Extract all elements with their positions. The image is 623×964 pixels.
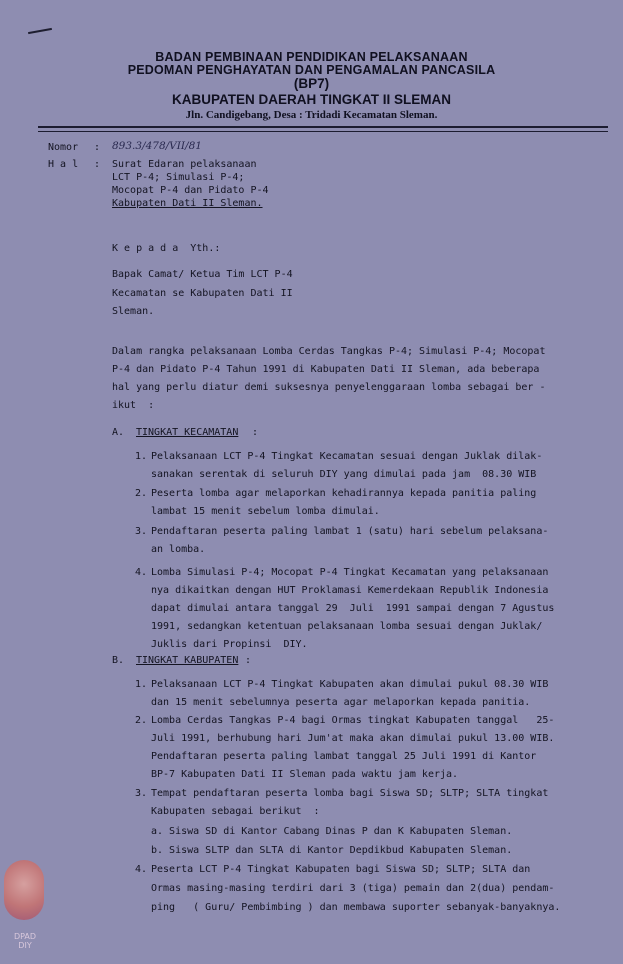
list-number: 2. bbox=[135, 715, 148, 726]
section-a-colon: : bbox=[252, 427, 259, 438]
list-item-line: ping ( Guru/ Pembimbing ) dan membawa suporter sebanyak-banyaknya. bbox=[151, 902, 561, 913]
hal-line: Kabupaten Dati II Sleman. bbox=[112, 198, 263, 209]
intro-line: Dalam rangka pelaksanaan Lomba Cerdas Tangkas P-4; Simulasi P-4; Mocopat bbox=[112, 346, 546, 357]
header-rule-thick bbox=[38, 126, 608, 128]
list-item-line: Lomba Simulasi P-4; Mocopat P-4 Tingkat Kecamatan yang pelaksanaan bbox=[151, 567, 549, 578]
list-number: 2. bbox=[135, 488, 148, 499]
nomor-value: 893.3/478/VII/81 bbox=[112, 140, 202, 152]
list-item-line: 1991, sedangkan ketentuan pelaksanaan lomba sesuai dengan Juklak/ bbox=[151, 621, 543, 632]
recipient-line: Kecamatan se Kabupaten Dati II bbox=[112, 288, 293, 299]
section-b-title: TINGKAT KABUPATEN bbox=[136, 655, 239, 666]
header-line-2: PEDOMAN PENGHAYATAN DAN PENGAMALAN PANCASILA bbox=[127, 63, 496, 77]
section-a-letter: A. bbox=[112, 427, 125, 438]
list-item-line: Lomba Cerdas Tangkas P-4 bagi Ormas tingkat Kabupaten tanggal 25- bbox=[151, 715, 555, 726]
list-item-line: Pendaftaran peserta paling lambat 1 (satu) hari sebelum pelaksana- bbox=[151, 526, 549, 537]
list-item-line: BP-7 Kabupaten Dati II Sleman pada waktu jam kerja. bbox=[151, 769, 459, 780]
nomor-sep: : bbox=[94, 142, 101, 153]
recipient-line: Bapak Camat/ Ketua Tim LCT P-4 bbox=[112, 269, 293, 280]
list-item-line: Peserta LCT P-4 Tingkat Kabupaten bagi Siswa SD; SLTP; SLTA dan bbox=[151, 864, 531, 875]
list-item-line: Pelaksanaan LCT P-4 Tingkat Kabupaten akan dimulai pukul 08.30 WIB bbox=[151, 679, 549, 690]
list-item-line: nya dikaitkan dengan HUT Proklamasi Kemerdekaan Republik Indonesia bbox=[151, 585, 549, 596]
watermark-line: DIY bbox=[18, 941, 32, 950]
list-item-line: Tempat pendaftaran peserta lomba bagi Siswa SD; SLTP; SLTA tingkat bbox=[151, 788, 549, 799]
section-b-colon: : bbox=[245, 655, 252, 666]
recipient-greeting: K e p a d a Yth.: bbox=[112, 243, 221, 254]
list-item-line: Juklis dari Propinsi DIY. bbox=[151, 639, 308, 650]
list-item-line: Pendaftaran peserta paling lambat tanggal 25 Juli 1991 di Kantor bbox=[151, 751, 537, 762]
section-a-title: TINGKAT KECAMATAN bbox=[136, 427, 239, 438]
header-rule-thin bbox=[38, 131, 608, 132]
header-line-4: KABUPATEN DAERAH TINGKAT II SLEMAN bbox=[172, 92, 451, 107]
pen-mark bbox=[28, 28, 52, 34]
intro-line: hal yang perlu diatur demi suksesnya penyelenggaraan lomba sebagai ber - bbox=[112, 382, 546, 393]
list-number: 1. bbox=[135, 451, 148, 462]
header-line-1: BADAN PEMBINAAN PENDIDIKAN PELAKSANAAN bbox=[155, 50, 468, 64]
intro-line: ikut : bbox=[112, 400, 155, 411]
hal-line: LCT P-4; Simulasi P-4; bbox=[112, 172, 245, 183]
hal-sep: : bbox=[94, 159, 101, 170]
header-line-3: (BP7) bbox=[293, 76, 330, 91]
hal-line: Mocopat P-4 dan Pidato P-4 bbox=[112, 185, 269, 196]
list-item-line: dan 15 menit sebelumnya peserta agar melaporkan kepada panitia. bbox=[151, 697, 531, 708]
header-address: Jln. Candigebang, Desa : Tridadi Kecamatan Sleman. bbox=[185, 109, 438, 121]
list-item-line: a. Siswa SD di Kantor Cabang Dinas P dan K Kabupaten Sleman. bbox=[151, 826, 513, 837]
watermark-line: DPAD bbox=[13, 932, 37, 941]
list-item-line: an lomba. bbox=[151, 544, 206, 555]
list-number: 4. bbox=[135, 567, 148, 578]
list-item-line: Ormas masing-masing terdiri dari 3 (tiga) pemain dan 2(dua) pendam- bbox=[151, 883, 555, 894]
intro-line: P-4 dan Pidato P-4 Tahun 1991 di Kabupaten Dati II Sleman, ada beberapa bbox=[112, 364, 540, 375]
list-number: 3. bbox=[135, 788, 148, 799]
list-number: 3. bbox=[135, 526, 148, 537]
list-item-line: b. Siswa SLTP dan SLTA di Kantor Depdikbud Kabupaten Sleman. bbox=[151, 845, 513, 856]
section-b-letter: B. bbox=[112, 655, 125, 666]
hal-line: Surat Edaran pelaksanaan bbox=[112, 159, 257, 170]
recipient-line: Sleman. bbox=[112, 306, 155, 317]
list-number: 1. bbox=[135, 679, 148, 690]
list-item-line: Pelaksanaan LCT P-4 Tingkat Kecamatan sesuai dengan Juklak dilak- bbox=[151, 451, 543, 462]
list-item-line: dapat dimulai antara tanggal 29 Juli 1991 sampai dengan 7 Agustus bbox=[151, 603, 555, 614]
archive-watermark bbox=[8, 932, 42, 950]
list-item-line: Kabupaten sebagai berikut : bbox=[151, 806, 320, 817]
list-item-line: Peserta lomba agar melaporkan kehadirannya kepada panitia paling bbox=[151, 488, 537, 499]
list-number: 4. bbox=[135, 864, 148, 875]
hal-label: H a l bbox=[48, 159, 79, 170]
list-item-line: lambat 15 menit sebelum lomba dimulai. bbox=[151, 506, 380, 517]
list-item-line: Juli 1991, berhubung hari Jum'at maka akan dimulai pukul 13.00 WIB. bbox=[151, 733, 555, 744]
archive-stamp bbox=[4, 860, 44, 920]
list-item-line: sanakan serentak di seluruh DIY yang dimulai pada jam 08.30 WIB bbox=[151, 469, 537, 480]
nomor-label: Nomor bbox=[48, 142, 79, 153]
